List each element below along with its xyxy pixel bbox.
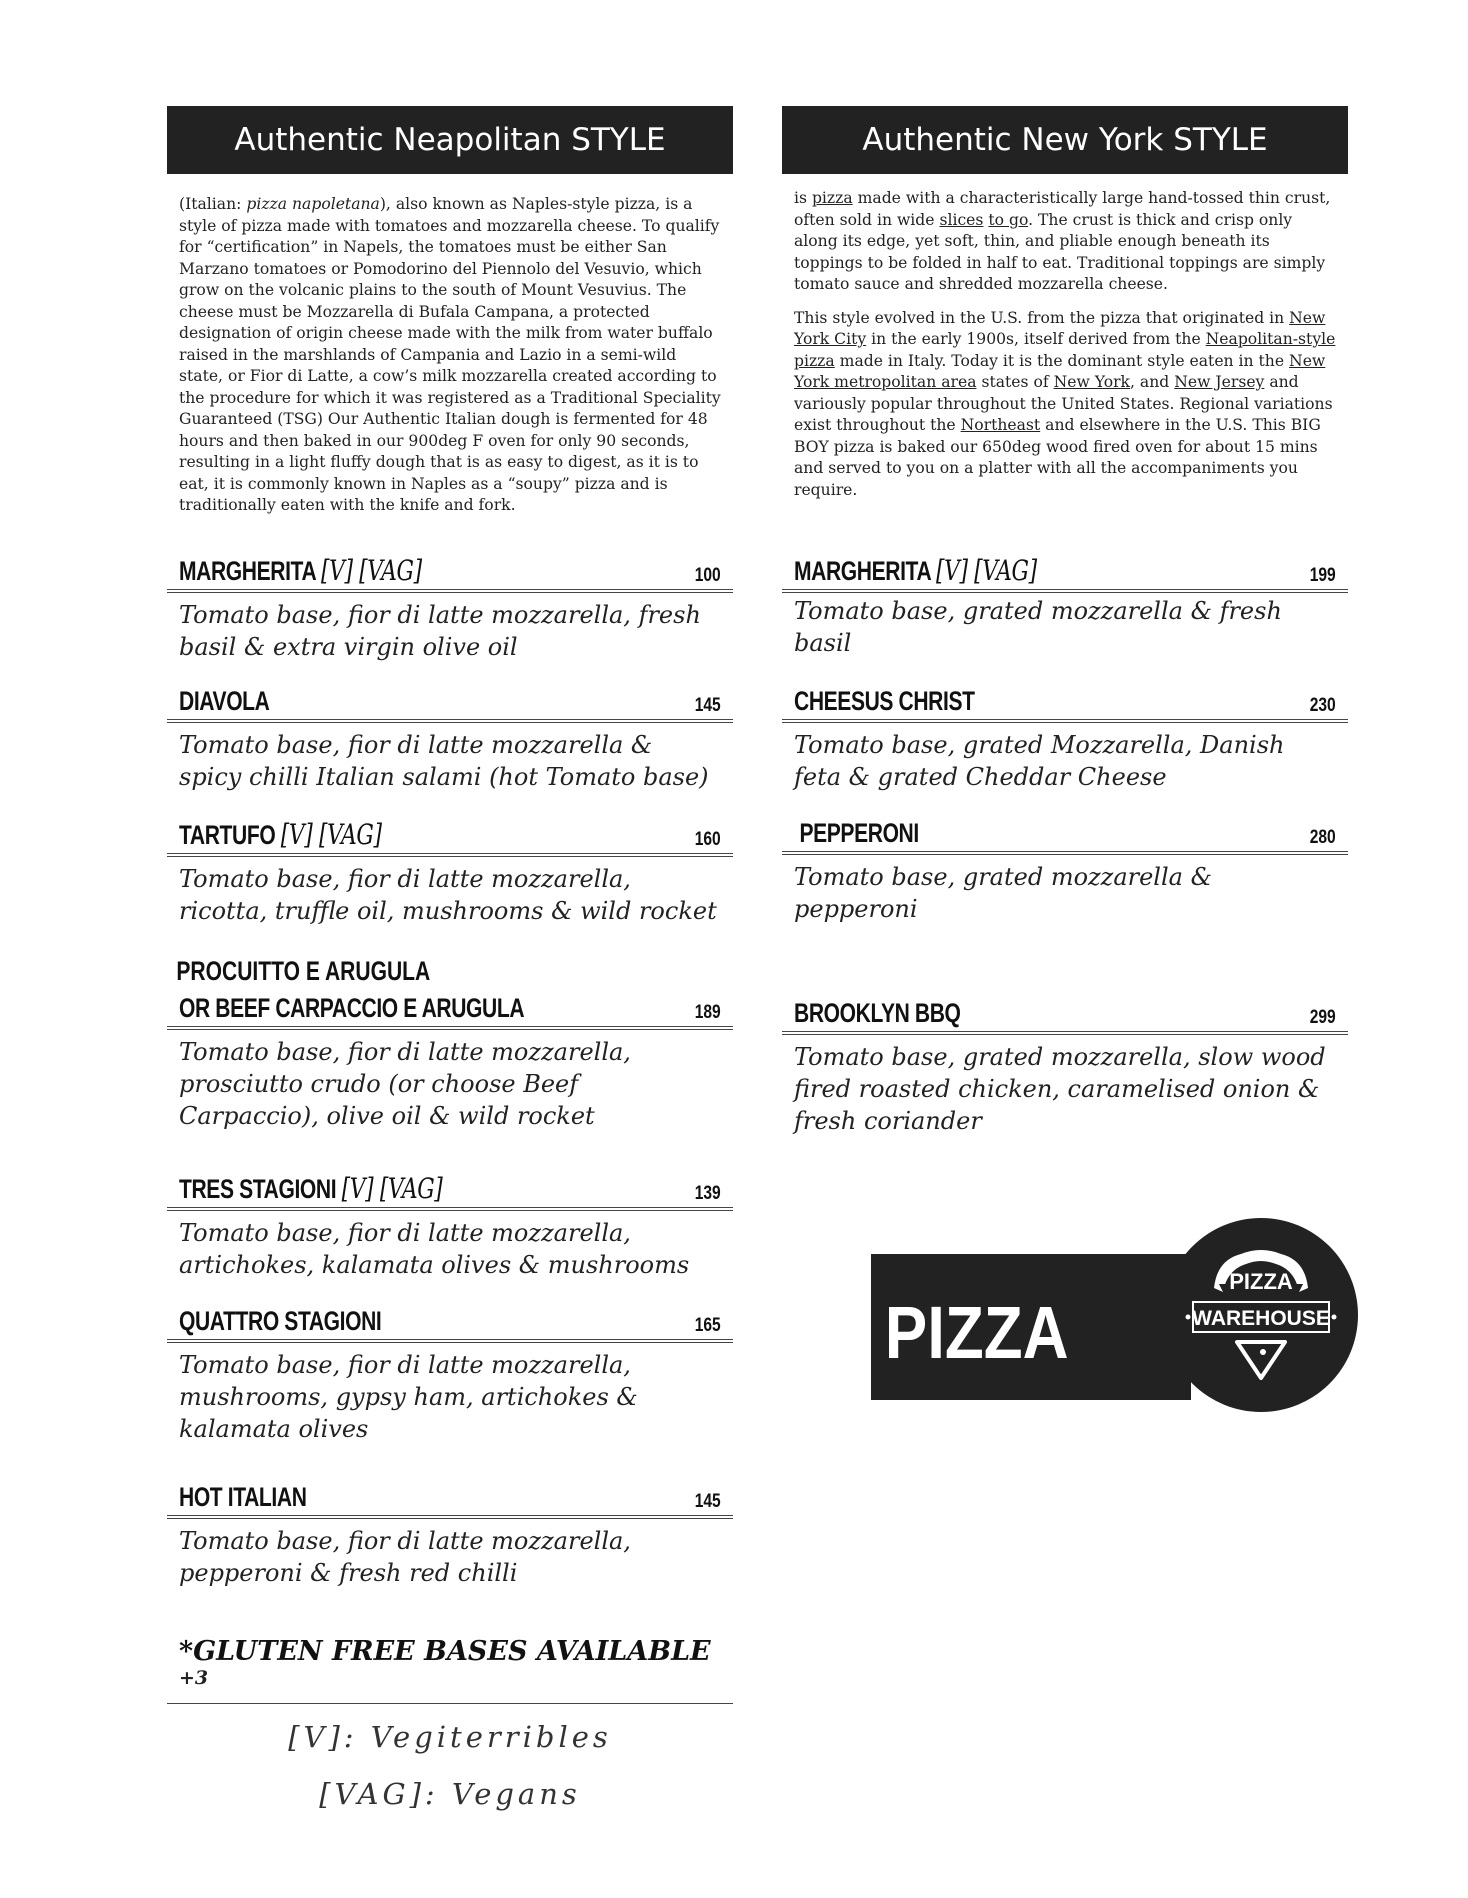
item-price: 160 [695, 829, 721, 850]
newyork-banner-title: Authentic New York STYLE [862, 122, 1268, 158]
intro-link[interactable]: New Jersey [1174, 373, 1265, 391]
menu-item-tres-stagioni [167, 1172, 733, 1281]
intro-text: , and [1130, 373, 1175, 391]
item-description: Tomato base, grated mozzarella, slow wood fired roasted chicken, caramelised onion & fresh coriander [794, 1043, 1326, 1135]
item-description: Tomato base, fior di latte mozzarella, pepperoni & fresh red chilli [179, 1527, 631, 1587]
item-header [167, 818, 733, 857]
intro-text: (Italian: [179, 195, 247, 213]
intro-link[interactable]: to go [988, 210, 1029, 229]
item-price: 100 [695, 565, 721, 586]
intro-link[interactable]: New York City [794, 308, 1326, 348]
item-header [167, 554, 733, 593]
menu-item-cheesus-christ [782, 686, 1348, 793]
intro-text: ), also known as Naples-style pizza, is a style of pizza made with tomatoes and mozzarella cheese. To qualify for “certification” in Napels, the tomatoes must be either San Marzano tomatoes or Pomodorino del Piennolo del Vesuvio, which grow on the volcanic plains to the south of Mount Vesuvius. The cheese must be Mozzarella di Bufala Campana, a protected designation of origin cheese made with the milk from water buffalo raised in the marshlands of Campania and Lazio in a semi-wild state, or Fior di Latte, a cow’s milk mozzarella created according to the procedure for which it was registered as a Traditional Speciality Guaranteed (TSG) Our Authentic Italian dough is fermented for 48 hours and then baked in our 900deg F oven for only 90 seconds, resulting in a light fluffy dough that is as easy to digest, as it is to eat, it is commonly known in Naples as a “soupy” pizza and is traditionally eaten with the knife and fork. [179, 195, 721, 514]
neapolitan-banner-title: Authentic Neapolitan STYLE [234, 122, 666, 158]
intro-link[interactable]: slices [939, 210, 984, 229]
item-description: Tomato base, fior di latte mozzarella, fresh basil & extra virgin olive oil [179, 601, 701, 661]
item-description: Tomato base, fior di latte mozzarella, prosciutto crudo (or choose Beef Carpaccio), olive oil & wild rocket [179, 1038, 631, 1130]
item-name-line1: PROCUITTO E ARUGULA [176, 956, 431, 986]
item-description: Tomato base, fior di latte mozzarella & spicy chilli Italian salami (hot Tomato base) [179, 731, 709, 791]
item-price: 189 [695, 1002, 721, 1023]
legend-vegetarian: [V]: Vegiterribles [288, 1720, 612, 1754]
intro-link[interactable]: Northeast [960, 416, 1041, 434]
item-header [782, 686, 1348, 723]
gluten-free-text: *GLUTEN FREE BASES AVAILABLE [179, 1636, 711, 1667]
intro-link[interactable]: pizza [811, 189, 853, 207]
pizza-warehouse-logo [871, 1218, 1363, 1412]
newyork-intro-paragraph-2 [794, 308, 1336, 502]
intro-text: . The crust is thick and crisp only along its edge, yet soft, thin, and pliable enough beneath its toppings to be folded in half to eat. Traditional toppings are simply tomato sauce and shredded mozzarella cheese. [794, 210, 1326, 293]
intro-text: made with a characteristically large hand-tossed thin crust, often sold in wide [794, 189, 1331, 229]
menu-item-pepperoni [782, 818, 1348, 925]
item-price: 230 [1310, 695, 1336, 716]
item-name: BROOKLYN BBQ [794, 998, 961, 1028]
menu-item-hot-italian [167, 1482, 733, 1589]
item-header [167, 1306, 733, 1343]
menu-item-quattro-stagioni [167, 1306, 733, 1445]
item-name: HOT ITALIAN [179, 1482, 307, 1512]
legend-vegan: [VAG]: Vegans [319, 1777, 581, 1811]
item-description: Tomato base, grated mozzarella & fresh basil [794, 597, 1282, 657]
diet-tags: [V] [VAG] [935, 554, 1037, 587]
logo-dot-left [1186, 1315, 1191, 1320]
neapolitan-intro-paragraph [179, 194, 721, 517]
logo-slice-dot [1260, 1349, 1266, 1355]
newyork-banner [782, 106, 1348, 174]
intro-text: in the early 1900s, itself derived from the [866, 330, 1206, 348]
logo-dot-right [1332, 1315, 1337, 1320]
item-price: 139 [695, 1183, 721, 1204]
item-price: 145 [695, 695, 721, 716]
menu-item-tartufo [167, 818, 733, 927]
item-header [167, 686, 733, 723]
intro-text: and elsewhere in the U.S. This BIG BOY pizza is baked our 650deg wood fired oven for about 15 mins and served to you on a platter with all the accompaniments you require. [794, 416, 1321, 499]
item-name: MARGHERITA [V] [VAG] [794, 554, 1037, 587]
menu-item-brooklyn-bbq [782, 998, 1348, 1137]
intro-text: is [794, 189, 812, 207]
item-description: Tomato base, fior di latte mozzarella, ricotta, truffle oil, mushrooms & wild rocket [179, 865, 717, 925]
item-header [782, 554, 1348, 593]
item-header [167, 993, 733, 1030]
item-name: PEPPERONI [794, 818, 919, 848]
item-price: 280 [1310, 827, 1336, 848]
intro-text: states of [976, 373, 1054, 391]
item-description: Tomato base, fior di latte mozzarella, artichokes, kalamata olives & mushrooms [179, 1219, 690, 1279]
item-description: Tomato base, fior di latte mozzarella, mushrooms, gypsy ham, artichokes & kalamata olives [179, 1351, 638, 1443]
item-description: Tomato base, grated mozzarella & pepperoni [794, 863, 1212, 923]
logo-word: PIZZA [884, 1291, 1069, 1375]
diet-tags: [V] [VAG] [280, 818, 382, 851]
diet-tags: [V] [VAG] [341, 1172, 443, 1205]
item-price: 199 [1310, 565, 1336, 586]
menu-item-diavola [167, 686, 733, 793]
item-name: QUATTRO STAGIONI [179, 1306, 382, 1336]
item-name: TARTUFO [V] [VAG] [179, 818, 382, 851]
item-name: DIAVOLA [179, 686, 270, 716]
neapolitan-section [167, 106, 733, 1706]
item-name: CHEESUS CHRIST [794, 686, 975, 716]
newyork-intro-paragraph-1 [794, 188, 1336, 296]
neapolitan-banner [167, 106, 733, 174]
item-name: TRES STAGIONI [V] [VAG] [179, 1172, 443, 1205]
item-name: MARGHERITA [V] [VAG] [179, 554, 422, 587]
item-name: OR BEEF CARPACCIO E ARUGULA [179, 993, 525, 1023]
item-header [782, 998, 1348, 1035]
menu-item-margherita [167, 554, 733, 663]
neapolitan-intro [167, 194, 733, 517]
intro-link[interactable]: Neapolitan-style pizza [794, 330, 1336, 370]
item-header [167, 1482, 733, 1519]
logo-badge-bottom-text: WAREHOUSE [1192, 1307, 1330, 1330]
item-price: 165 [695, 1315, 721, 1336]
menu-item-ny-margherita [782, 554, 1348, 659]
item-header [782, 818, 1348, 855]
newyork-intro [782, 188, 1348, 501]
item-price: 145 [695, 1491, 721, 1512]
intro-text: and variously popular throughout the United States. Regional variations exist throughout the [794, 373, 1333, 434]
item-price: 299 [1310, 1007, 1336, 1028]
intro-link[interactable]: New York metropolitan area [794, 351, 1326, 391]
gluten-free-note [167, 1636, 733, 1704]
intro-link[interactable]: New York [1053, 373, 1131, 391]
item-header [167, 1172, 733, 1211]
gluten-free-price: +3 [179, 1667, 209, 1689]
item-description: Tomato base, grated Mozzarella, Danish feta & grated Cheddar Cheese [794, 731, 1285, 791]
intro-italic: pizza napoletana [246, 195, 380, 213]
logo-badge-top-text: PIZZA [1229, 1269, 1293, 1294]
newyork-section [782, 106, 1348, 1206]
intro-text: This style evolved in the U.S. from the pizza that originated in [794, 308, 1290, 327]
diet-tags: [V] [VAG] [320, 554, 422, 587]
intro-text: made in Italy. Today it is the dominant style eaten in the [834, 351, 1290, 370]
menu-item-procuitto [167, 956, 733, 1132]
